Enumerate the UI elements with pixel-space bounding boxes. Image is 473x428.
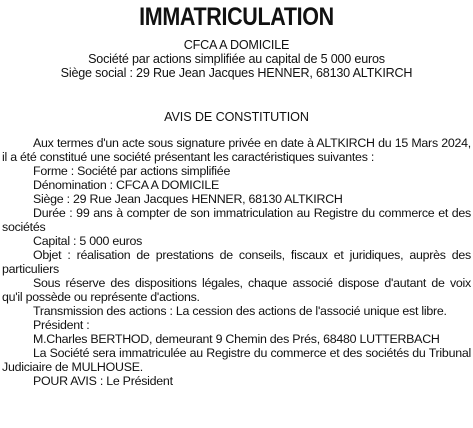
page-title: IMMATRICULATION — [139, 3, 334, 31]
paragraph-registration: La Société sera immatriculée au Registre du commerce et des sociétés du Tribunal Judiciaire de MULHOUSE. — [2, 346, 471, 374]
paragraph-transfer: Transmission des actions : La cession des actions de l'associé unique est libre. — [33, 304, 447, 318]
paragraph-capital: Capital : 5 000 euros — [33, 234, 143, 248]
paragraph-duration: Durée : 99 ans à compter de son immatriculation au Registre du commerce et des sociétés — [2, 206, 471, 234]
company-seat: Siège social : 29 Rue Jean Jacques HENNER, 68130 ALTKIRCH — [60, 66, 413, 80]
paragraph-seat: Siège : 29 Rue Jean Jacques HENNER, 68130 ALTKIRCH — [33, 192, 343, 206]
company-name: CFCA A DOMICILE — [183, 38, 290, 52]
paragraph-form: Forme : Société par actions simplifiée — [33, 164, 231, 178]
paragraph-voting: Sous réserve des dispositions légales, chaque associé dispose d'autant de voix qu'il possède ou représente d'actions. — [2, 276, 471, 304]
paragraph-president-label: Président : — [33, 318, 90, 332]
paragraph-intro: Aux termes d'un acte sous signature privée en date à ALTKIRCH du 15 Mars 2024, il a été constitué une société présentant les caractéristiques suivantes : — [2, 136, 471, 164]
notice-heading: AVIS DE CONSTITUTION — [164, 110, 309, 124]
legal-notice — [0, 2, 473, 428]
paragraph-signature: POUR AVIS : Le Président — [33, 374, 173, 388]
paragraph-object: Objet : réalisation de prestations de conseils, fiscaux et juridiques, auprès des particuliers — [2, 248, 471, 276]
paragraph-denomination: Dénomination : CFCA A DOMICILE — [33, 178, 220, 192]
paragraph-president: M.Charles BERTHOD, demeurant 9 Chemin des Prés, 68480 LUTTERBACH — [33, 332, 440, 346]
notice-body — [2, 136, 471, 388]
company-description: Société par actions simplifiée au capital de 5 000 euros — [88, 52, 385, 66]
company-header — [2, 38, 471, 80]
